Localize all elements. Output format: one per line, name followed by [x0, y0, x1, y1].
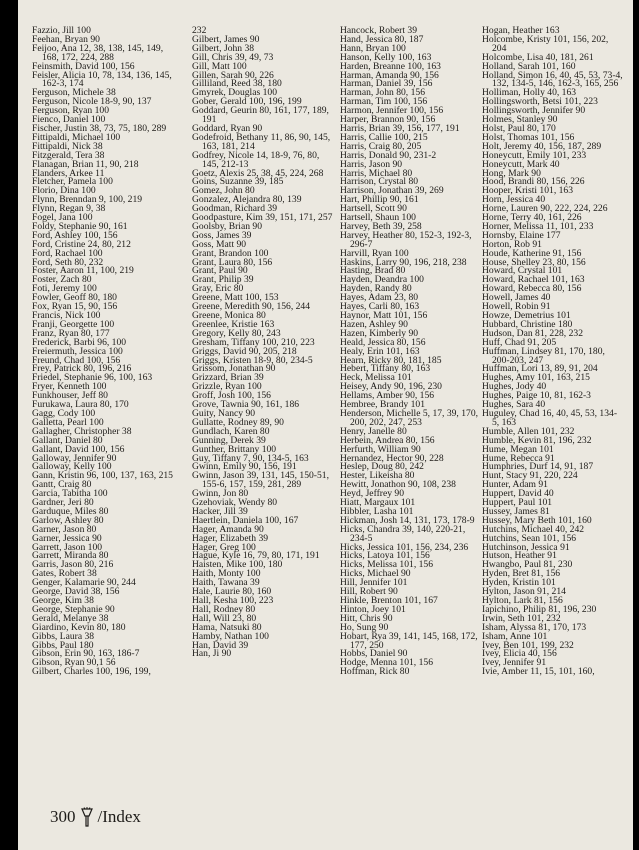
index-entry: Galloway, Jennifer 90: [32, 452, 117, 464]
index-entry: Howard, Rebecca 80, 156: [482, 283, 582, 295]
index-entry: Hussey, Mary Beth 101, 160: [482, 514, 592, 526]
index-entry: Hall, Will 23, 80: [192, 612, 257, 624]
index-column-2: [192, 27, 334, 659]
index-entry: Genger, Kalamarie 90, 244: [32, 577, 136, 589]
index-entry: Hazen, Kimberly 90: [340, 327, 419, 339]
index-entry: Hooper, Kristi 101, 163: [482, 185, 574, 197]
index-entry: Garner, Jason 80: [32, 523, 97, 535]
index-entry: Goodpasture, Kim 39, 151, 171, 257: [192, 212, 333, 224]
index-entry: Hand, Jessica 80, 187: [340, 33, 424, 45]
index-entry: Haynor, Matt 101, 156: [340, 310, 428, 321]
index-entry: Greene, Monica 80: [192, 310, 266, 321]
index-entry: Foster, Aaron 11, 100, 219: [32, 265, 134, 277]
index-entry: Ferguson, Nicole 18-9, 90, 137: [32, 96, 152, 108]
index-entry: Ivey, Ben 101, 199, 232: [482, 639, 574, 651]
index-entry: Goodman, Richard 39: [192, 203, 277, 215]
index-entry: Hitt, Chris 90: [340, 612, 393, 624]
index-entry: Fienco, Daniel 100: [32, 114, 106, 126]
index-entry: Grant, Laura 80, 156: [192, 256, 273, 268]
index-entry: Gagg, Cody 100: [32, 407, 96, 419]
index-entry: Grizzard, Brian 39: [192, 372, 264, 384]
index-entry: Goddard, Ryan 90: [192, 122, 263, 134]
index-entry: Hudson, Dan 81, 228, 232: [482, 327, 583, 339]
index-entry: Guity, Nancy 90: [192, 407, 256, 419]
index-entry: Ivie, Amber 11, 15, 101, 160,: [482, 666, 595, 678]
index-entry: Gomez, John 80: [192, 185, 255, 197]
index-entry: Fox, Ryan 15, 90, 156: [32, 301, 118, 313]
index-entry: Harris, Callie 100, 215: [340, 131, 428, 143]
index-entry: Hiatt, Margaux 101: [340, 497, 416, 509]
index-entry: Gray, Eric 80: [192, 283, 244, 295]
index-entry: Hanson, Kelly 100, 163: [340, 51, 432, 63]
index-entry: Fryer, Kenneth 100: [32, 381, 107, 393]
index-entry: Humble, Allen 101, 232: [482, 425, 575, 437]
index-entry: Hale, Laurie 80, 160: [192, 586, 272, 598]
index-entry: Hernandez, Hector 90, 228: [340, 452, 444, 464]
index-entry: Gregory, Kelly 80, 243: [192, 327, 281, 339]
index-entry: Godefroid, Bethany 11, 86, 90, 145, 163, 181, 214: [192, 131, 331, 152]
index-column-3: [340, 27, 482, 677]
index-entry: Garrett, Jason 100: [32, 541, 103, 553]
index-entry: Howell, James 40: [482, 292, 551, 304]
index-entry: Galloway, Kelly 100: [32, 461, 112, 473]
index-entry: Hartsell, Shaun 100: [340, 212, 416, 224]
index-entry: Gunning, Derek 39: [192, 434, 266, 446]
index-entry: Hasting, Brad 80: [340, 265, 406, 277]
index-entry: Hodge, Menna 101, 156: [340, 657, 433, 669]
index-entry: Gill, Matt 100: [192, 60, 247, 72]
index-entry: Foti, Jeremy 100: [32, 283, 97, 295]
index-entry: Goolsby, Brian 90: [192, 220, 262, 232]
index-entry: Harris, Donald 90, 231-2: [340, 149, 437, 161]
index-entry: Ford, Rachael 100: [32, 247, 103, 259]
index-entry: Harden, Breanne 100, 163: [340, 60, 441, 72]
index-entry: Hyden, Kristin 101: [482, 577, 556, 589]
index-entry: Henry, Janelle 80: [340, 425, 407, 437]
index-entry: Gwinn, Jon 80: [192, 488, 249, 500]
index-entry: Harvey, Beth 39, 258: [340, 220, 422, 232]
index-entry: Hobart, Rya 39, 141, 145, 168, 172, 177, 250: [340, 630, 478, 651]
index-entry: Harper, Brannon 90, 156: [340, 114, 436, 126]
index-entry: Hughes, Sara 40: [482, 399, 546, 411]
index-entry: Hood, Brandi 80, 156, 226: [482, 176, 585, 188]
index-entry: Gresham, Tiffany 100, 210, 223: [192, 336, 315, 348]
index-entry: Godfrey, Nicole 14, 18-9, 76, 80, 145, 212-13: [192, 149, 320, 170]
index-entry: Hann, Bryan 100: [340, 42, 406, 54]
index-entry: Feinsmith, David 100, 156: [32, 60, 135, 72]
index-entry: Holland, Sarah 101, 160: [482, 60, 576, 72]
index-entry: Gallagher, Christopher 38: [32, 425, 132, 437]
index-entry: Frederick, Barbi 96, 100: [32, 336, 127, 348]
index-entry: Isham, Alyssa 81, 170, 173: [482, 621, 587, 633]
index-entry: Haith, Tawana 39: [192, 577, 260, 589]
index-entry: Holt, Jeremy 40, 156, 187, 289: [482, 140, 602, 152]
index-entry: Hague, Kyle 16, 79, 80, 171, 191: [192, 550, 320, 562]
index-entry: Hayden, Randy 80: [340, 283, 412, 295]
index-entry: Horn, Jessica 40: [482, 194, 546, 206]
index-entry: Hylton, Jason 91, 214: [482, 586, 566, 598]
index-entry: Harvill, Ryan 100: [340, 247, 409, 259]
index-entry: Gilbert, John 38: [192, 42, 255, 54]
index-entry: Haskins, Larry 90, 196, 218, 238: [340, 256, 467, 268]
index-entry: Henderson, Michelle 5, 17, 39, 170, 200, 202, 247, 253: [340, 407, 479, 428]
index-entry: Hayes, Adam 23, 80: [340, 292, 419, 304]
index-entry: Gill, Chris 39, 49, 73: [192, 51, 274, 63]
index-entry: Florio, Dina 100: [32, 185, 96, 197]
index-entry: Goddard, Geurin 80, 161, 177, 189, 191: [192, 105, 329, 126]
index-entry: Ivey, Jennifer 91: [482, 657, 547, 669]
index-entry: Huppert, Paul 101: [482, 497, 553, 509]
index-entry: Holst, Thomas 101, 156: [482, 131, 575, 143]
index-entry: Gibbs, Paul 180: [32, 639, 94, 651]
index-entry: Ford, Seth 80, 232: [32, 256, 104, 268]
index-entry: Hinkle, Brenton 101, 167: [340, 595, 438, 606]
index-entry: Hornsby, Elaine 177: [482, 229, 561, 241]
index-entry: George, Stephanie 90: [32, 603, 115, 615]
index-entry: Fazzio, Jill 100: [32, 25, 91, 36]
index-entry: Honeycutt, Mark 40: [482, 158, 560, 170]
index-column-1: [32, 27, 174, 677]
index-entry: Hussey, James 81: [482, 505, 550, 517]
index-entry: Hinton, Joey 101: [340, 603, 406, 615]
index-entry: Holst, Paul 80, 170: [482, 122, 556, 134]
index-entry: Hyden, Bret 81, 156: [482, 568, 561, 580]
index-entry: Humphries, Durf 14, 91, 187: [482, 461, 594, 473]
index-entry: Grant, Brandon 100: [192, 247, 269, 259]
index-entry: Gilbert, James 90: [192, 33, 260, 45]
index-entry: Hamby, Nathan 100: [192, 630, 269, 642]
index-entry: Hembree, Brandy 101: [340, 399, 425, 411]
index-entry: Heisey, Andy 90, 196, 230: [340, 381, 442, 393]
index-entry: Gibbs, Laura 38: [32, 630, 95, 642]
index-entry: Gallant, David 100, 156: [32, 443, 125, 455]
index-entry: Howard, Crystal 101: [482, 265, 563, 277]
index-entry: Houde, Katherine 91, 156: [482, 247, 582, 259]
index-entry: George, David 38, 156: [32, 586, 120, 598]
index-entry: Goetz, Alexis 25, 38, 45, 224, 268: [192, 167, 324, 179]
index-entry: Garcia, Tabitha 100: [32, 488, 108, 500]
index-entry: Herbein, Andrea 80, 156: [340, 434, 435, 446]
index-entry: Hicks, Michael 90: [340, 568, 411, 580]
index-entry: Isham, Anne 101: [482, 630, 548, 642]
index-entry: Humble, Kevin 81, 196, 232: [482, 434, 592, 446]
index-entry: Heyd, Jeffrey 90: [340, 488, 405, 500]
index-entry: Hill, Jennifer 101: [340, 577, 408, 589]
index-entry: Ivey, Elicia 40, 156: [482, 648, 557, 660]
index-entry: Heald, Jessica 80, 156: [340, 336, 426, 348]
page-footer: [50, 806, 141, 828]
index-entry: Flanagan, Brian 11, 90, 218: [32, 158, 139, 170]
index-entry: Grant, Paul 90: [192, 265, 248, 277]
index-entry: Horton, Rob 91: [482, 238, 542, 250]
index-entry: Harrison, Jonathan 39, 269: [340, 185, 444, 197]
index-entry: Hickman, Josh 14, 131, 173, 178-9: [340, 514, 475, 526]
index-entry: Garris, Jason 80, 216: [32, 559, 114, 571]
index-entry: Iapichino, Philip 81, 196, 230: [482, 603, 597, 615]
index-entry: Horner, Melissa 11, 101, 233: [482, 220, 594, 232]
index-entry: Huguley, Chad 16, 40, 45, 53, 134-5, 163: [482, 407, 618, 428]
index-entry: Ferguson, Ryan 100: [32, 105, 109, 117]
index-entry: 232: [192, 25, 207, 36]
index-entry: Hutchins, Sean 101, 156: [482, 532, 577, 544]
index-entry: Hebert, Tiffany 80, 163: [340, 363, 431, 375]
torch-icon: [79, 806, 95, 828]
index-entry: Horne, Terry 40, 161, 226: [482, 212, 582, 224]
index-column-4: [482, 27, 624, 677]
index-entry: Hume, Megan 101: [482, 443, 554, 455]
index-entry: Hartsell, Scott 90: [340, 203, 407, 215]
index-entry: Howard, Rachael 101, 163: [482, 274, 585, 286]
index-entry: Honeycutt, Emily 101, 233: [482, 149, 587, 161]
index-entry: Feijoo, Ana 12, 38, 138, 145, 149, 168, 172, 224, 288: [32, 42, 164, 63]
index-entry: Gallant, Daniel 80: [32, 434, 103, 446]
index-entry: Gibson, Erin 90, 163, 186-7: [32, 648, 140, 660]
index-entry: Hancock, Robert 39: [340, 25, 417, 36]
index-entry: Holliman, Holly 40, 163: [482, 87, 577, 99]
index-entry: Gerald, Melanye 38: [32, 612, 109, 624]
index-entry: Friedel, Stephanie 96, 100, 163: [32, 372, 153, 384]
index-entry: Funkhouser, Jeff 80: [32, 390, 108, 402]
index-entry: Gunther, Brittany 100: [192, 443, 277, 455]
index-entry: Harrison, Crystal 80: [340, 176, 419, 188]
index-entry: Harmon, Jennifer 100, 156: [340, 105, 444, 117]
index-entry: Fogel, Jana 100: [32, 212, 93, 224]
index-entry: Gzehoviak, Wendy 80: [192, 497, 278, 509]
index-entry: Hewitt, Jonathon 90, 108, 238: [340, 479, 456, 491]
index-entry: Harman, Tim 100, 156: [340, 96, 428, 108]
index-entry: George, Kim 38: [32, 595, 94, 606]
index-entry: Han, Ji 90: [192, 648, 232, 660]
index-entry: Garrett, Miranda 80: [32, 550, 109, 562]
index-entry: Flynn, Regan 9, 38: [32, 203, 106, 215]
index-entry: Hobbs, Daniel 90: [340, 648, 408, 660]
index-entry: Hart, Phillip 90, 161: [340, 194, 419, 206]
index-entry: Galletta, Pearl 100: [32, 416, 104, 428]
index-entry: Howell, Robin 91: [482, 301, 551, 313]
index-entry: Garduque, Miles 80: [32, 505, 109, 517]
index-entry: Hollingsworth, Betsi 101, 223: [482, 96, 598, 108]
index-entry: Ferguson, Michele 38: [32, 87, 116, 99]
index-entry: Holcombe, Kristy 101, 156, 202, 204: [482, 33, 609, 54]
index-entry: Howze, Demetrius 101: [482, 310, 571, 321]
index-entry: Fischer, Justin 38, 73, 75, 180, 289: [32, 122, 167, 134]
index-entry: Haith, Monty 100: [192, 568, 261, 580]
index-entry: Gantt, Craig 80: [32, 479, 92, 491]
index-entry: Hazen, Ashley 90: [340, 318, 408, 330]
index-entry: Harman, John 80, 156: [340, 87, 425, 99]
index-entry: Gundlach, Karen 80: [192, 425, 270, 437]
index-entry: Harris, Jason 90: [340, 158, 403, 170]
index-entry: Harris, Craig 80, 205: [340, 140, 422, 152]
index-entry: Huppert, David 40: [482, 488, 554, 500]
index-entry: Hutchinson, Jessica 91: [482, 541, 570, 553]
index-entry: Hutson, Heather 91: [482, 550, 557, 562]
index-entry: Harman, Daniel 39, 156: [340, 78, 433, 90]
index-entry: Hughes, Jody 40: [482, 381, 547, 393]
index-entry: Hoffman, Rick 80: [340, 666, 410, 678]
index-entry: Hogan, Heather 163: [482, 25, 560, 36]
index-entry: Flanders, Arkee 11: [32, 167, 105, 179]
index-entry: Groff, Josh 100, 156: [192, 390, 271, 402]
index-entry: Gober, Gerald 100, 196, 199: [192, 96, 302, 108]
index-entry: Ford, Ashley 100, 156: [32, 229, 118, 241]
index-entry: Hall, Rodney 80: [192, 603, 256, 615]
index-entry: Gullatte, Rodney 89, 90: [192, 416, 284, 428]
index-entry: Guy, Tiffany 7, 90, 134-5, 163: [192, 452, 309, 464]
index-entry: Hager, Elizabeth 39: [192, 532, 269, 544]
index-entry: Goins, Suzanne 39, 185: [192, 176, 284, 188]
index-entry: Ford, Cristine 24, 80, 212: [32, 238, 131, 250]
index-entry: Hama, Natsuki 80: [192, 621, 262, 633]
page-number: 300: [50, 807, 76, 826]
index-entry: Fittipaldi, Michael 100: [32, 131, 121, 143]
index-entry: Hughes, Paige 10, 81, 162-3: [482, 390, 591, 402]
index-entry: Hong, Mark 90: [482, 167, 541, 179]
index-entry: Hayden, Deandra 100: [340, 274, 424, 286]
index-entry: Griggs, Kristen 18-9, 80, 234-5: [192, 354, 313, 366]
index-entry: Griggs, David 90, 205, 218: [192, 345, 297, 357]
index-entry: Gann, Kristin 96, 100, 137, 163, 215: [32, 470, 173, 482]
index-entry: Foster, Zach 80: [32, 274, 92, 286]
index-entry: Gardner, Jeri 80: [32, 497, 94, 509]
index-entry: Hwangbo, Paul 81, 230: [482, 559, 573, 571]
index-entry: Goss, Matt 90: [192, 238, 247, 250]
index-entry: Hunt, Stacy 91, 220, 224: [482, 470, 578, 482]
index-entry: Franz, Ryan 80, 177: [32, 327, 110, 339]
index-entry: Freund, Chad 100, 156: [32, 354, 121, 366]
index-entry: Hacker, Jill 39: [192, 505, 248, 517]
index-entry: Furukawa, Laura 80, 170: [32, 399, 129, 411]
index-entry: Hutchins, Michael 40, 242: [482, 523, 585, 535]
index-entry: House, Shelley 23, 80, 156: [482, 256, 586, 268]
index-entry: Francis, Nick 100: [32, 310, 101, 321]
index-entry: Grissom, Jonathan 90: [192, 363, 276, 375]
index-entry: Hayes, Carli 80, 163: [340, 301, 420, 313]
index-entry: Gwinn, Emily 90, 156, 191: [192, 461, 297, 473]
index-entry: Huff, Chad 91, 205: [482, 336, 557, 348]
index-entry: Hibbler, Lasha 101: [340, 505, 414, 517]
index-entry: Gilbert, Charles 100, 196, 199,: [32, 666, 151, 678]
index-entry: Hume, Rebecca 91: [482, 452, 555, 464]
index-entry: Ho, Sung 90: [340, 621, 389, 633]
index-entry: Garlow, Ashley 80: [32, 514, 104, 526]
index-entry: Harris, Brian 39, 156, 177, 191: [340, 122, 460, 134]
index-entry: Haisten, Mike 100, 180: [192, 559, 283, 571]
index-entry: Giardino, Kevin 80, 180: [32, 621, 126, 633]
index-entry: Irwin, Seth 101, 232: [482, 612, 561, 624]
index-entry: Flynn, Brenndan 9, 100, 219: [32, 194, 143, 206]
index-entry: Greene, Matt 100, 153: [192, 292, 279, 304]
index-entry: Feehan, Bryan 90: [32, 33, 100, 45]
index-entry: Hall, Kesha 100, 223: [192, 595, 274, 606]
index-entry: Hicks, Melissa 101, 156: [340, 559, 434, 571]
index-entry: Huffman, Lori 13, 89, 91, 204: [482, 363, 598, 375]
index-entry: Goss, James 39: [192, 229, 252, 241]
index-entry: Greene, Meredith 90, 156, 244: [192, 301, 311, 313]
index-entry: Horne, Lauren 90, 222, 224, 226: [482, 203, 608, 215]
index-entry: Healy, Erin 101, 163: [340, 345, 420, 357]
index-entry: Gates, Robert 38: [32, 568, 97, 580]
index-entry: Gilliland, Reed 38, 180: [192, 78, 282, 90]
index-entry: Hylton, Lark 81, 156: [482, 595, 563, 606]
index-entry: Gibson, Ryan 90,1 56: [32, 657, 116, 669]
index-entry: Greenlee, Kristie 163: [192, 318, 275, 330]
index-entry: Hicks, Chandra 39, 140, 220-21, 234-5: [340, 523, 466, 544]
index-entry: Harman, Amanda 90, 156: [340, 69, 439, 81]
index-entry: Grant, Philip 39: [192, 274, 254, 286]
index-entry: Franji, Georgette 100: [32, 318, 115, 330]
index-entry: Grizzle, Ryan 100: [192, 381, 262, 393]
index-entry: Fowler, Geoff 80, 180: [32, 292, 117, 304]
index-entry: Hager, Amanda 90: [192, 523, 264, 535]
index-entry: Hughes, Amy 101, 163, 215: [482, 372, 590, 384]
index-entry: Feisler, Alicia 10, 78, 134, 136, 145, 162-3, 174: [32, 69, 172, 90]
index-entry: Fitzgerald, Tera 38: [32, 149, 105, 161]
index-entry: Gonzalez, Alejandra 80, 139: [192, 194, 302, 206]
index-entry: Heck, Melissa 101: [340, 372, 412, 384]
index-entry: Gillen, Sarah 90, 226: [192, 69, 274, 81]
index-entry: Garner, Jessica 90: [32, 532, 102, 544]
index-entry: Han, David 39: [192, 639, 249, 651]
index-entry: Hearn, Ricky 80, 181, 185: [340, 354, 442, 366]
index-entry: Hubbard, Christine 180: [482, 318, 573, 330]
index-entry: Grove, Tawnia 90, 161, 186: [192, 399, 300, 411]
index-entry: Fletcher, Pamela 100: [32, 176, 113, 188]
index-entry: Foldy, Stephanie 90, 161: [32, 220, 128, 232]
section-label: /Index: [97, 807, 141, 826]
index-entry: Hunter, Adam 91: [482, 479, 548, 491]
index-entry: Freiermuth, Jessica 100: [32, 345, 123, 357]
index-entry: Holcombe, Lisa 40, 181, 261: [482, 51, 594, 63]
index-entry: Harris, Michael 80: [340, 167, 413, 179]
index-entry: Hollingsworth, Jennifer 90: [482, 105, 586, 117]
index-entry: Hicks, Jessica 101, 156, 234, 236: [340, 541, 469, 553]
index-entry: Huffman, Lindsey 81, 170, 180, 200-203, 247: [482, 345, 605, 366]
index-entry: Hager, Greg 100: [192, 541, 256, 553]
index-entry: Holmes, Stanley 90: [482, 114, 558, 126]
index-entry: Gwinn, Jason 39, 131, 145, 150-51, 155-6, 157, 159, 281, 289: [192, 470, 329, 491]
index-entry: Gmyrek, Douglas 100: [192, 87, 277, 99]
index-entry: Holland, Simon 16, 40, 45, 53, 73-4, 132, 134-5, 146, 162-3, 165, 256: [482, 69, 623, 90]
index-entry: Frey, Patrick 80, 196, 216: [32, 363, 132, 375]
index-entry: Herfurth, William 90: [340, 443, 421, 455]
index-entry: Fittipaldi, Nick 38: [32, 140, 103, 152]
index-entry: Haertlein, Daniela 100, 167: [192, 514, 299, 526]
index-entry: Hellams, Amber 90, 156: [340, 390, 435, 402]
index-entry: Hill, Robert 90: [340, 586, 398, 598]
index-entry: Heslep, Doug 80, 242: [340, 461, 424, 473]
index-entry: Harvey, Heather 80, 152-3, 192-3, 296-7: [340, 229, 472, 250]
index-entry: Hester, Likeisha 80: [340, 470, 415, 482]
index-entry: Hicks, Latoya 101, 156: [340, 550, 430, 562]
